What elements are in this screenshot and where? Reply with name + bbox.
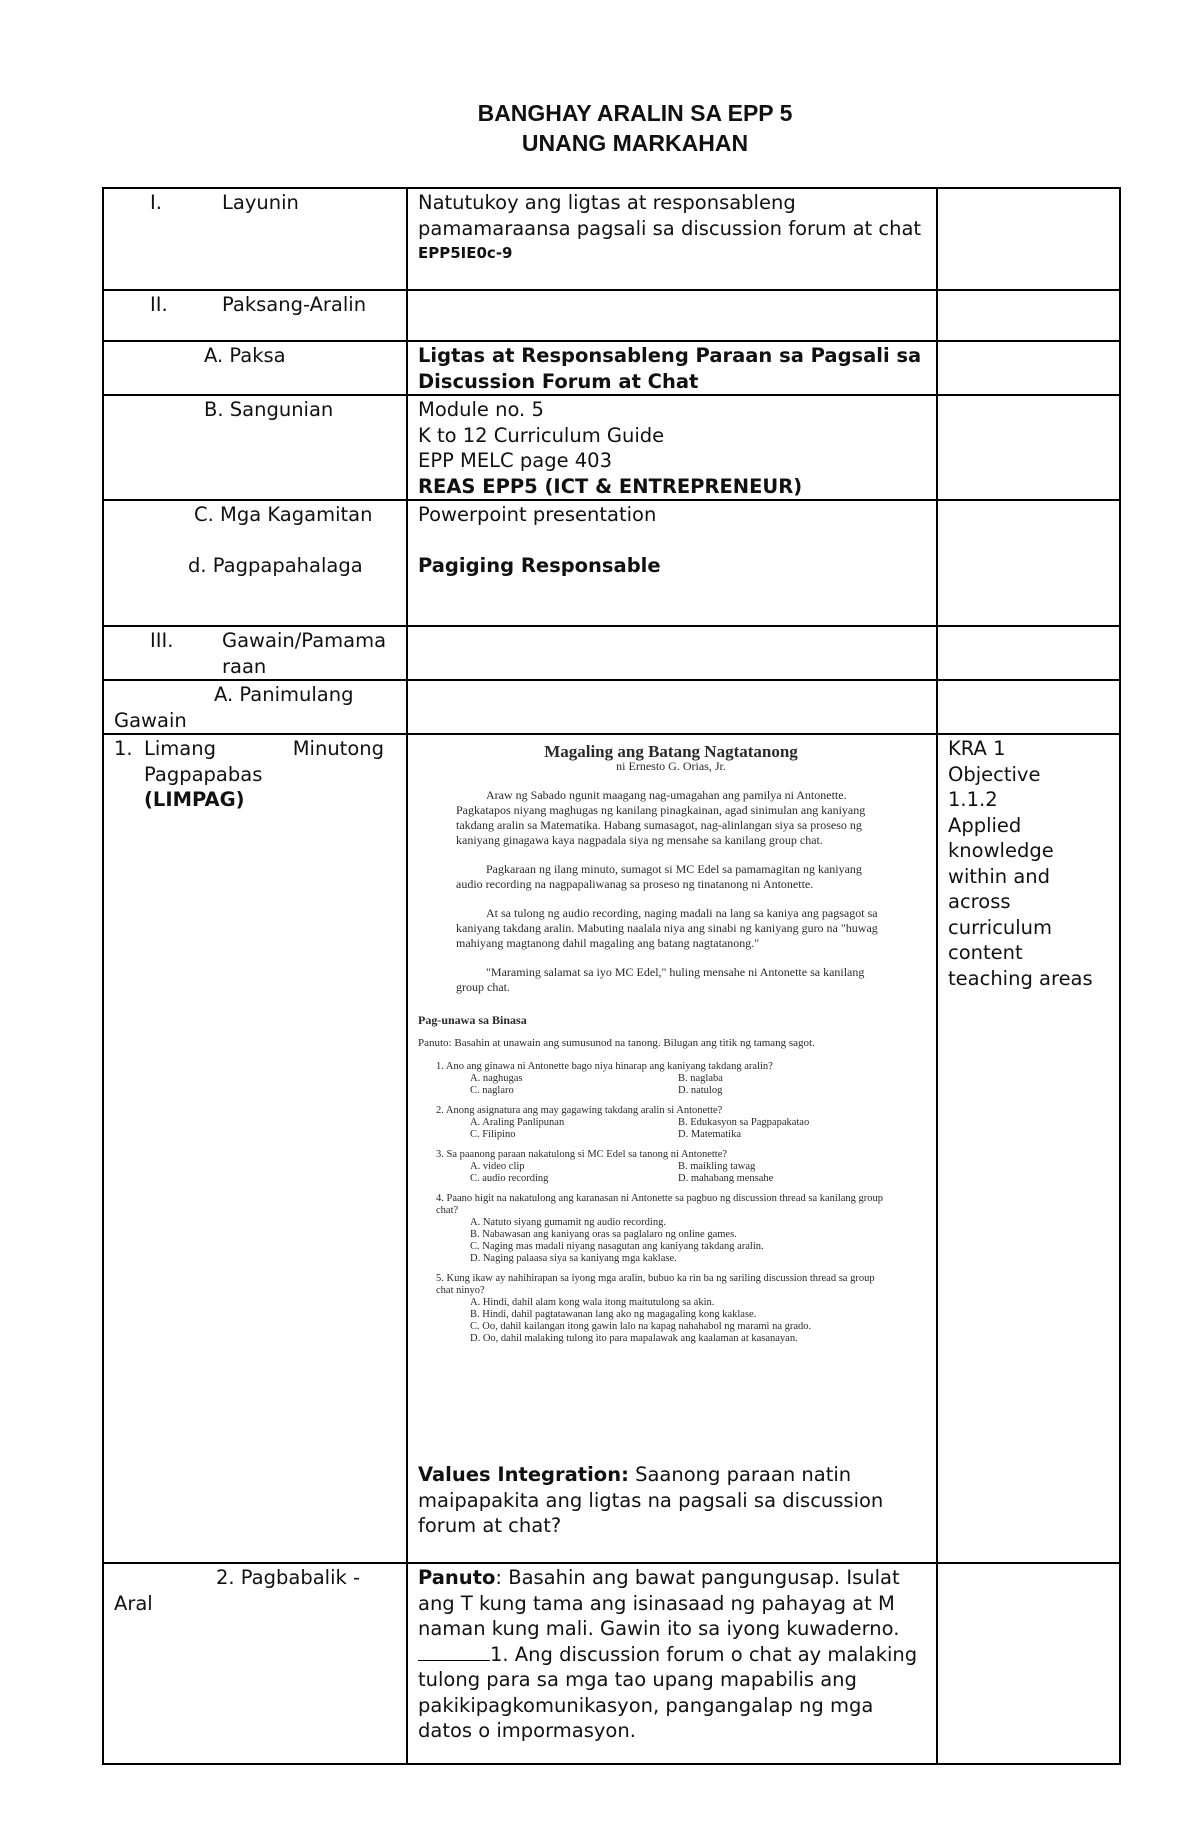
reference-line: REAS EPP5 (ICT & ENTREPRENEUR) bbox=[418, 474, 803, 498]
objective-text: Natutukoy ang ligtas at responsableng pamamaraansa pagsali sa discussion forum at chat bbox=[418, 191, 922, 240]
cell-empty bbox=[407, 626, 937, 680]
label-paksa: A. Paksa bbox=[204, 344, 286, 367]
document-title: BANGHAY ARALIN SA EPP 5 bbox=[477, 100, 793, 126]
topic-text: Ligtas at Responsableng Paraan sa Pagsali sa Discussion Forum at Chat bbox=[418, 344, 922, 393]
story-author: ni Ernesto G. Orias, Jr. bbox=[616, 759, 726, 773]
label-limpag-abbr: (LIMPAG) bbox=[144, 788, 245, 811]
label-limpag: Limang Minutong Pagpapabas bbox=[144, 737, 384, 786]
review-instructions: Panuto: Basahin ang bawat pangungusap. Isulat ang T kung tama ang isinasaad ng pahayag at M naman kung mali. Gawin ito sa iyong kuwaderno. bbox=[418, 1566, 900, 1640]
question: 3. Sa paanong paraan nakatulong si MC Edel sa tanong ni Antonette? A. video clip B. maikling tawag C. audio recording D. mahabang mensahe bbox=[436, 1149, 774, 1184]
comprehension-heading: Pag-unawa sa Binasa bbox=[418, 1013, 527, 1027]
cell-sangunian-text bbox=[407, 395, 937, 500]
values-integration-label: Values Integration: bbox=[418, 1463, 629, 1486]
cell-layunin-label: I. Layunin bbox=[103, 188, 407, 290]
row-sangunian bbox=[103, 395, 1120, 500]
label-paksang-aralin: Paksang-Aralin bbox=[222, 293, 367, 316]
competency-code: EPP5IE0c-9 bbox=[418, 244, 513, 262]
label-sangunian: B. Sangunian bbox=[204, 398, 334, 421]
story-paragraph: Araw ng Sabado ngunit maagang nag-umagahan ang pamilya ni Antonette. Pagkatapos niyang maghugas ng kanilang pinagkainan, agad sinimulan ang kaniyang takdang aralin sa Matematika. Habang sumasagot, nag-alinlangan siya sa proseso ng kaniyang ginagawa kaya nagpadala siya ng mensahe sa kanilang group chat. bbox=[456, 788, 866, 847]
cell-remarks bbox=[937, 395, 1120, 500]
row-gawain bbox=[103, 626, 1120, 680]
reading-material-image bbox=[418, 742, 886, 1456]
cell-remarks bbox=[937, 1563, 1120, 1764]
cell-kagamitan-label bbox=[103, 500, 407, 626]
cell-remarks bbox=[937, 680, 1120, 734]
comprehension-instructions: Panuto: Basahin at unawain ang sumusunod na tanong. Bilugan ang titik ng tamang sagot. bbox=[418, 1037, 815, 1049]
row-kagamitan bbox=[103, 500, 1120, 626]
cell-panimulang-label bbox=[103, 680, 407, 734]
cell-limpag-content bbox=[407, 734, 937, 1563]
lesson-plan-table bbox=[102, 187, 1121, 1765]
reference-line: EPP MELC page 403 bbox=[418, 449, 612, 472]
question: 5. Kung ikaw ay nahihirapan sa iyong mga aralin, bubuo ka rin ba ng sariling discussion thread sa group chat ninyo? A. Hindi, dahil alam kong wala itong maitutulong sa akin. B. Hindi, dahil pagtatawanan lang ako ng magagaling kong kaklase. C. Oo, dahil kailangan itong gawin lalo na kapag nahahabol ng marami na grado. D. Oo, dahil malaking tulong ito para mapalawak ang kaalaman at kasanayan. bbox=[436, 1273, 875, 1344]
review-item: 1. Ang discussion forum o chat ay malaking tulong para sa mga tao upang mapabilis ang pakikipagkomunikasyon, pangangalap ng mga datos o impormasyon. bbox=[418, 1642, 918, 1742]
question: 4. Paano higit na nakatulong ang karanasan ni Antonette sa pagbuo ng discussion thread sa kanilang group chat? A. Natuto siyang gumamit ng audio recording. B. Nabawasan ang kaniyang oras sa paglalaro ng online games. C. Naging mas madali niyang nasagutan ang kaniyang takdang aralin. D. Naging palaasa siya sa kaniyang mga kaklase. bbox=[436, 1193, 884, 1264]
cell-pagbabalik-content bbox=[407, 1563, 937, 1764]
reference-line: Module no. 5 bbox=[418, 398, 544, 421]
question: 2. Anong asignatura ang may gagawing takdang aralin si Antonette? A. Araling Panlipunan B. Edukasyon sa Pagpapakatao C. Filipino D. Matematika bbox=[436, 1105, 810, 1140]
question: 1. Ano ang ginawa ni Antonette bago niya hinarap ang kaniyang takdang aralin? A. naghugas B. naglaba C. naglaro D. natulog bbox=[436, 1061, 773, 1096]
values-text: Pagiging Responsable bbox=[418, 553, 661, 577]
story-paragraph: "Maraming salamat sa iyo MC Edel," huling mensahe ni Antonette sa kanilang group chat. bbox=[456, 965, 865, 994]
values-integration bbox=[418, 1462, 926, 1539]
cell-remarks bbox=[937, 626, 1120, 680]
cell-layunin-text bbox=[407, 188, 937, 290]
row-paksang-aralin bbox=[103, 290, 1120, 341]
cell-pagbabalik-label bbox=[103, 1563, 407, 1764]
values-integration-text: Saanong paraan natin maipapakita ang ligtas na pagsali sa discussion forum at chat? bbox=[418, 1463, 884, 1537]
row-limpag bbox=[103, 734, 1120, 1563]
cell-limpag-label: 1. Limang Minutong Pagpapabas (LIMPAG) bbox=[103, 734, 407, 1563]
materials-text: Powerpoint presentation bbox=[418, 503, 657, 526]
label-pagbabalik: 2. Pagbabalik - Aral bbox=[114, 1566, 361, 1615]
cell-sangunian-label bbox=[103, 395, 407, 500]
label-panimulang: A. Panimulang Gawain bbox=[114, 683, 354, 732]
row-panimulang bbox=[103, 680, 1120, 734]
cell-remarks bbox=[937, 290, 1120, 341]
document-subtitle: UNANG MARKAHAN bbox=[521, 130, 749, 156]
cell-remarks bbox=[937, 188, 1120, 290]
story-paragraph: At sa tulong ng audio recording, naging madali na lang sa kaniya ang pagsagot sa kaniyang takdang aralin. Mabuting naalala niya ang sinabi ng kaniyang guro na "huwag mahiyang magtanong dahil magaling ang batang nagtatanong." bbox=[456, 906, 878, 950]
cell-paksang-aralin-label: II. Paksang-Aralin bbox=[103, 290, 407, 341]
cell-kagamitan-text bbox=[407, 500, 937, 626]
story-title: Magaling ang Batang Nagtatanong bbox=[544, 742, 798, 761]
row-pagbabalik-aral bbox=[103, 1563, 1120, 1764]
cell-remarks bbox=[937, 500, 1120, 626]
row-paksa bbox=[103, 341, 1120, 395]
cell-kra: KRA 1 Objective 1.1.2 Applied knowledge within and across curriculum content teaching areas bbox=[937, 734, 1120, 1563]
story-paragraph: Pagkaraan ng ilang minuto, sumagot si MC Edel sa pamamagitan ng kaniyang audio recording na nagpapaliwanag sa proseso ng tinatanong ni Antonette. bbox=[456, 862, 862, 891]
cell-paksa-label bbox=[103, 341, 407, 395]
cell-empty bbox=[407, 680, 937, 734]
cell-empty bbox=[407, 290, 937, 341]
answer-blank bbox=[418, 1642, 490, 1661]
row-layunin bbox=[103, 188, 1120, 290]
reference-line: K to 12 Curriculum Guide bbox=[418, 423, 665, 447]
label-gawain: Gawain/Pamamaraan bbox=[222, 629, 387, 678]
label-layunin: Layunin bbox=[222, 191, 299, 214]
cell-paksa-text bbox=[407, 341, 937, 395]
cell-gawain-label: III. Gawain/Pamamaraan bbox=[103, 626, 407, 680]
cell-remarks bbox=[937, 341, 1120, 395]
label-pagpapahalaga: d. Pagpapahalaga bbox=[188, 553, 363, 577]
label-kagamitan: C. Mga Kagamitan bbox=[194, 503, 373, 526]
